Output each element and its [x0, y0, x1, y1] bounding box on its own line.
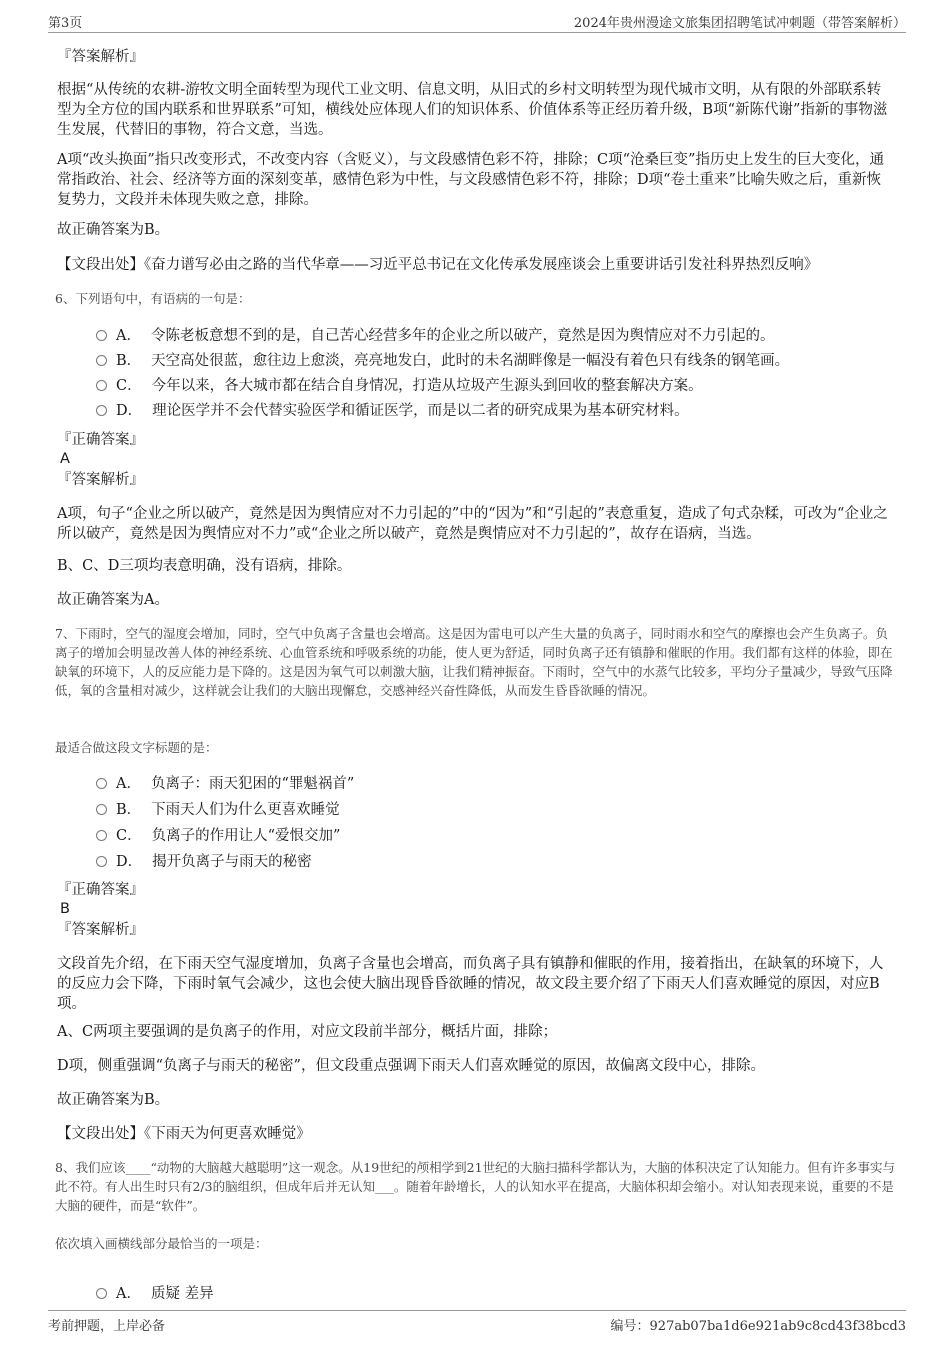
radio-button[interactable]: [96, 856, 107, 867]
radio-button[interactable]: [96, 330, 107, 341]
question-stem: 6、下列语句中，有语病的一句是：: [55, 291, 251, 306]
question-stem: 7、下雨时，空气的湿度会增加，同时，空气中负离子含量也会增高。这是因为雷电可以产生大量的负离子，同时雨水和空气的摩擦也会产生负离子。负离子的增加会明显改善人体的神经系统、心血管系统和呼吸系统的功能，使人更为舒适，同时负离子还有镇静和催眠的作用。我们都有这样的体验，即在缺氧的环境下，人的反应能力是下降的。这是因为氧气可以刺激大脑，让我们精神振奋。下雨时，空气中的水蒸气比较多，平均分子量减少，导致气压降低，氧的含量相对减少，这样就会让我们的大脑出现懈怠，交感神经兴奋性降低，从而发生昏昏欲睡的情况。: [55, 626, 893, 698]
radio-button[interactable]: [96, 380, 107, 391]
page-number: 第3页: [48, 16, 83, 31]
option-c[interactable]: C． 今年以来，各大城市都在结合自身情况，打造从垃圾产生源头到回收的整套解决方案。: [96, 376, 703, 396]
radio-button[interactable]: [96, 830, 107, 841]
analysis-conclusion: 故正确答案为A。: [57, 592, 169, 608]
question-ask: 依次填入画横线部分最恰当的一项是：: [55, 1236, 268, 1251]
radio-button[interactable]: [96, 1288, 107, 1299]
analysis-paragraph: A项“改头换面”指只改变形式，不改变内容（含贬义），与文段感情色彩不符，排除；C项“沧桑巨变”指历史上发生的巨大变化，通常指政治、社会、经济等方面的深刻变革，感情色彩为中性，与文段感情色彩不符，排除；D项“卷土重来”比喻失败之后，重新恢复势力，文段并未体现失败之意，排除。: [57, 152, 884, 208]
analysis-heading: 『答案解析』: [57, 472, 144, 488]
analysis-paragraph: 文段首先介绍，在下雨天空气湿度增加，负离子含量也会增高，而负离子具有镇静和催眠的作用，接着指出，在缺氧的环境下，人的反应力会下降，下雨时氧气会减少，这也会使大脑出现昏昏欲睡的情况，故文段主要介绍了下雨天人们喜欢睡觉的原因，对应B项。: [57, 956, 884, 1012]
analysis-conclusion: 故正确答案为B。: [57, 1092, 170, 1108]
source-title: 《奋力谱写必由之路的当代华章——习近平总书记在文化传承发展座谈会上重要讲话引发社科界热烈反响》: [144, 257, 819, 273]
source-tag: 【文段出处】: [57, 1126, 144, 1142]
document-title: 2024年贵州漫途文旅集团招聘笔试冲刺题（带答案解析）: [573, 16, 906, 31]
question-stem: 8、我们应该____“动物的大脑越大越聪明”这一观念。从19世纪的颅相学到21世纪的大脑扫描科学都认为，大脑的体积决定了认知能力。但有许多事实与此不符。有人出生时只有2/3的脑组织，但成年后并无认知___。随着年龄增长，人的认知水平在提高，大脑体积却会缩小。对认知表现来说，重要的不是大脑的硬件，而是“软件”。: [55, 1160, 896, 1213]
analysis-paragraph: A、C两项主要强调的是负离子的作用，对应文段前半部分，概括片面，排除；: [57, 1024, 558, 1040]
page-footer: [48, 1310, 906, 1337]
analysis-heading: 『答案解析』: [57, 922, 144, 938]
correct-answer: A: [60, 451, 70, 467]
analysis-paragraph: 根据“从传统的农耕-游牧文明全面转型为现代工业文明、信息文明，从旧式的乡村文明转型为现代城市文明，从有限的外部联系转型为全方位的国内联系和世界联系”可知，横线处应体现人们的知识体系、价值体系等正经历着升级，B项“新陈代谢”指新的事物滋生发展，代替旧的事物，符合文意，当选。: [57, 82, 888, 138]
radio-button[interactable]: [96, 804, 107, 815]
radio-button[interactable]: [96, 405, 107, 416]
analysis-paragraph: B、C、D三项均表意明确，没有语病，排除。: [57, 558, 352, 574]
source-line: [57, 1124, 893, 1144]
footer-slogan: 考前押题，上岸必备: [48, 1319, 166, 1334]
page-header: [48, 10, 906, 33]
option-b[interactable]: B． 下雨天人们为什么更喜欢睡觉: [96, 800, 340, 820]
source-line: [57, 255, 893, 275]
correct-answer-heading: 『正确答案』: [57, 432, 144, 448]
option-a[interactable]: A． 负离子：雨天犯困的“罪魁祸首”: [96, 774, 354, 794]
correct-answer-heading: 『正确答案』: [57, 882, 144, 898]
option-b[interactable]: B． 天空高处很蓝，愈往边上愈淡，亮亮地发白，此时的未名湖畔像是一幅没有着色只有线条的钢笔画。: [96, 351, 789, 371]
question-ask: 最适合做这段文字标题的是：: [55, 740, 218, 755]
option-d[interactable]: D． 理论医学并不会代替实验医学和循证医学，而是以二者的研究成果为基本研究材料。: [96, 401, 689, 421]
source-tag: 【文段出处】: [57, 257, 144, 273]
radio-button[interactable]: [96, 778, 107, 789]
document-id: 编号：927ab07ba1d6e921ab9c8cd43f38bcd3: [610, 1319, 906, 1334]
radio-button[interactable]: [96, 355, 107, 366]
option-a[interactable]: A． 令陈老板意想不到的是，自己苦心经营多年的企业之所以破产，竟然是因为舆情应对不力引起的。: [96, 326, 774, 346]
option-c[interactable]: C． 负离子的作用让人“爱恨交加”: [96, 826, 340, 846]
option-d[interactable]: D． 揭开负离子与雨天的秘密: [96, 852, 312, 872]
analysis-conclusion: 故正确答案为B。: [57, 222, 170, 238]
option-a[interactable]: A． 质疑 差异: [96, 1284, 214, 1304]
analysis-paragraph: A项，句子“企业之所以破产，竟然是因为舆情应对不力引起的”中的“因为”和“引起的”表意重复，造成了句式杂糅，可改为“企业之所以破产，竟然是因为舆情应对不力”或“企业之所以破产，竟然是舆情应对不力引起的”，故存在语病，当选。: [57, 506, 888, 542]
source-title: 《下雨天为何更喜欢睡觉》: [144, 1126, 311, 1142]
correct-answer: B: [60, 901, 70, 917]
analysis-heading: 『答案解析』: [57, 49, 144, 65]
analysis-paragraph: D项，侧重强调“负离子与雨天的秘密”，但文段重点强调下雨天人们喜欢睡觉的原因，故偏离文段中心，排除。: [57, 1058, 765, 1074]
